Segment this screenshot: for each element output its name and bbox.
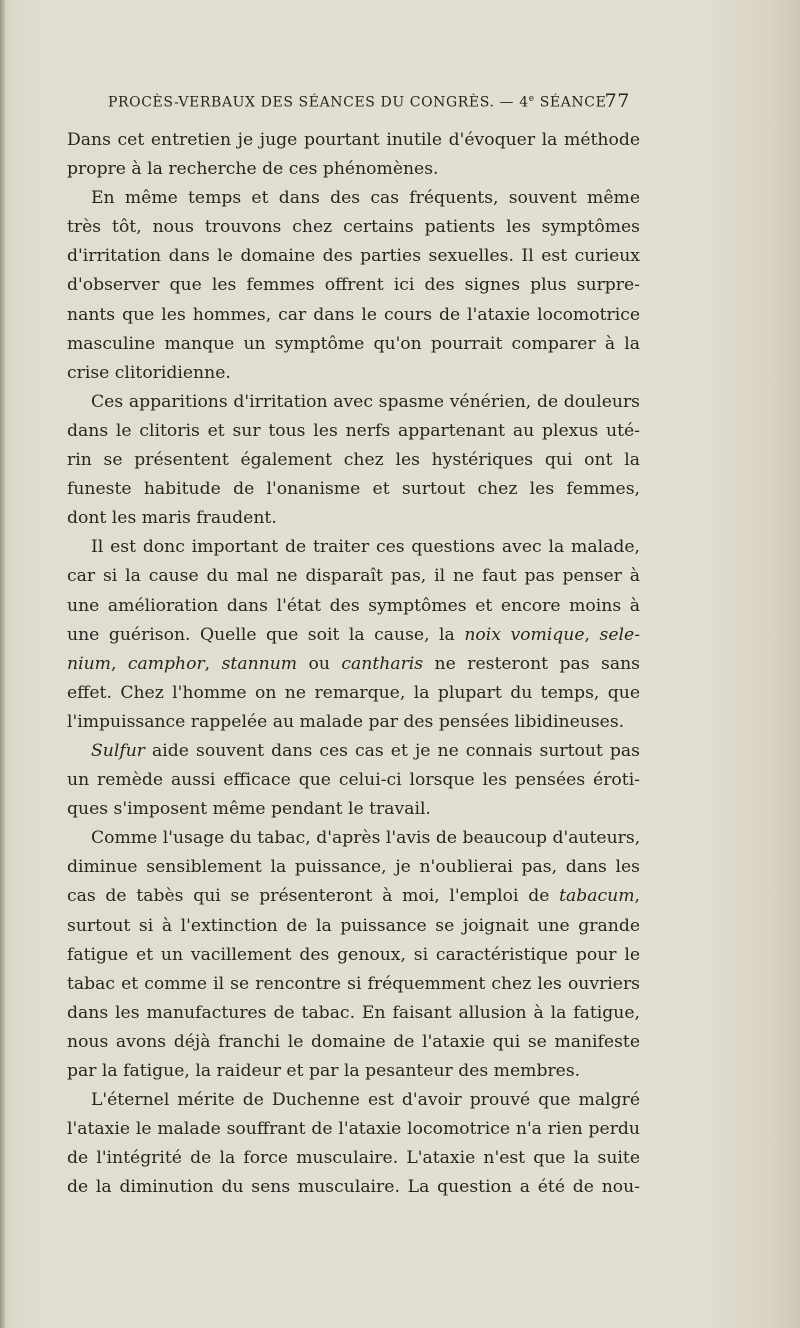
text-line: funeste habitude de l'onanisme et surtout chez les femmes,	[67, 479, 640, 500]
page-number: 77	[604, 90, 630, 112]
text-line: Ces apparitions d'irritation avec spasme vénérien, de douleurs	[91, 391, 640, 412]
text-line: rin se présentent également chez les hystériques qui ont la	[67, 450, 640, 471]
running-header-title	[108, 94, 606, 111]
text-line: crise clitoridienne.	[67, 362, 231, 383]
text-line: fatigue et un vacillement des genoux, si caractéristique pour le	[67, 944, 640, 965]
italic-term: nium	[67, 653, 111, 674]
text-line: l'ataxie le malade souffrant de l'ataxie locomotrice n'a rien perdu	[67, 1119, 640, 1140]
italic-term: camphor	[127, 653, 205, 674]
page-binding-edge	[0, 0, 5, 1328]
text-line: l'impuissance rappelée au malade par des pensées libidineuses.	[67, 711, 625, 732]
text-line: cas de tabès qui se présenteront à moi, l'emploi de tabacum,	[67, 886, 640, 907]
text-line: un remède aussi efficace que celui-ci lorsque les pensées éroti-	[67, 770, 640, 791]
text-line: car si la cause du mal ne disparaît pas, il ne faut pas penser à	[67, 566, 640, 587]
text-line: propre à la recherche de ces phénomènes.	[67, 159, 439, 180]
text-line: Dans cet entretien je juge pourtant inutile d'évoquer la méthode	[67, 130, 640, 150]
text-line: effet. Chez l'homme on ne remarque, la plupart du temps, que	[67, 682, 640, 703]
running-header	[108, 90, 630, 116]
text-line: d'irritation dans le domaine des parties sexuelles. Il est curieux	[67, 246, 640, 267]
text-line: de l'intégrité de la force musculaire. L'ataxie n'est que la suite	[67, 1148, 640, 1169]
body-text	[67, 126, 640, 1202]
text-line: de la diminution du sens musculaire. La question a été de nou-	[67, 1177, 640, 1198]
text-line: dans le clitoris et sur tous les nerfs appartenant au plexus uté-	[67, 420, 640, 441]
text-line: très tôt, nous trouvons chez certains patients les symptômes	[67, 217, 640, 238]
text-line: Il est donc important de traiter ces questions avec la malade,	[91, 537, 640, 558]
text-line: Sulfur aide souvent dans ces cas et je ne connais surtout pas	[91, 740, 640, 761]
text-line: une guérison. Quelle que soit la cause, la noix vomique, sele-	[67, 624, 640, 645]
italic-term: sele-	[599, 624, 640, 645]
italic-term: cantharis	[341, 653, 424, 674]
text-line: masculine manque un symptôme qu'on pourrait comparer à la	[67, 333, 640, 354]
text-line: une amélioration dans l'état des symptômes et encore moins à	[67, 595, 640, 616]
text-line: nants que les hommes, car dans le cours de l'ataxie locomotrice	[67, 304, 640, 325]
text-line: surtout si à l'extinction de la puissance se joignait une grande	[67, 915, 640, 936]
text-line: ques s'imposent même pendant le travail.	[67, 799, 431, 820]
italic-term: tabacum	[559, 886, 635, 907]
italic-term: stannum	[221, 653, 298, 674]
header-title-end: SÉANCE	[534, 94, 607, 111]
header-title-main: PROCÈS-VERBAUX DES SÉANCES DU CONGRÈS. — 4	[108, 94, 529, 111]
italic-term: Sulfur	[91, 740, 145, 761]
text-line: Comme l'usage du tabac, d'après l'avis de beaucoup d'auteurs,	[91, 828, 640, 849]
text-line: diminue sensiblement la puissance, je n'oublierai pas, dans les	[67, 857, 640, 878]
text-line: d'observer que les femmes offrent ici des signes plus surpre-	[67, 275, 640, 296]
header-title-superscript: e	[528, 94, 535, 104]
italic-term: noix vomique	[464, 624, 585, 645]
text-line: L'éternel mérite de Duchenne est d'avoir prouvé que malgré	[91, 1090, 640, 1111]
text-line: par la fatigue, la raideur et par la pesanteur des membres.	[67, 1061, 581, 1081]
text-line: tabac et comme il se rencontre si fréquemment chez les ouvriers	[67, 973, 640, 994]
text-line: dont les maris fraudent.	[67, 508, 277, 529]
text-line: nous avons déjà franchi le domaine de l'ataxie qui se manifeste	[67, 1031, 640, 1052]
text-line: En même temps et dans des cas fréquents, souvent même	[91, 188, 640, 209]
text-line: nium, camphor, stannum ou cantharis ne resteront pas sans	[67, 653, 640, 674]
text-line: dans les manufactures de tabac. En faisant allusion à la fatigue,	[67, 1002, 640, 1023]
